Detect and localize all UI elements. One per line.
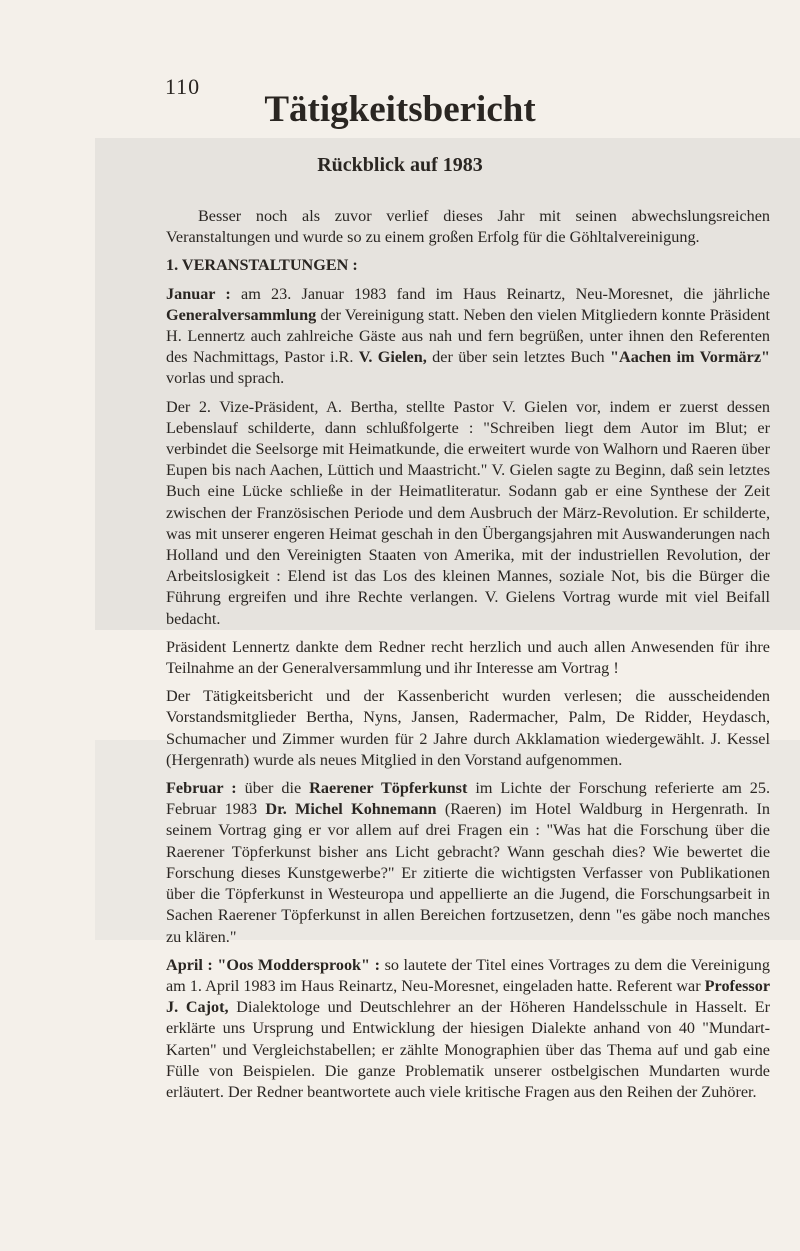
januar-paragraph [166,284,770,390]
januar-bold-3: "Aachen im Vormärz" [610,348,770,367]
januar-text-2: der Vereinigung statt. Neben den vielen Mitgliedern konnte Präsident H. Lennertz auch zahlreiche Gäste aus nah und fern begrüßen, unter ihnen den Referenten des Nachmittags, Pastor i.R. [166,305,770,367]
januar-text-3: der über sein letztes Buch [426,348,611,367]
april-paragraph [166,955,770,1103]
april-bold-1: Professor J. Cajot, [166,976,770,1017]
vize-paragraph: Der 2. Vize-Präsident, A. Bertha, stellte Pastor V. Gielen vor, indem er zuerst dessen Lebenslauf schilderte, dann schlußfolgerte : "Schreiben liegt dem Autor im Blut; er verbindet die Seelsorge mit Heimatkunde, die erweitert wurde von Walhorn und Raeren über Eupen bis nach Aachen, Lüttich und Maastricht." V. Gielen sagte zu Beginn, daß sein letztes Buch eine Lücke schließe in der Heimatliteratur. Sodann gab er eine Synthese der Zeit zwischen der Französischen Periode und dem Ausbruch der März-Revolution. Er schilderte, was mit unserer engeren Heimat geschah in den Übergangsjahren mit Auswanderungen nach Holland und den Vereinigten Staaten von Amerika, mit der industriellen Revolution, der Arbeitslosigkeit : Elend ist das Los des kleinen Mannes, soziale Not, bis die Bürger die Führung ergreifen und ihre Rechte verlangen. V. Gielens Vortrag wurde mit viel Beifall bedacht. [166,397,770,628]
februar-text-2: im Lichte der Forschung referierte am 25. Februar 1983 [166,779,771,819]
januar-bold-2: V. Gielen, [358,348,427,367]
praesident-paragraph: Präsident Lennertz dankte dem Redner recht herzlich und auch allen Anwesenden für ihre Teilnahme an der Generalversammlung und ihr Interesse am Vortrag ! [166,637,770,678]
februar-paragraph [166,778,770,948]
februar-bold-2: Dr. Michel Kohnemann [265,800,437,819]
januar-bold-1: Generalversammlung [166,305,317,324]
januar-text-1: am 23. Januar 1983 fand im Haus Reinartz, Neu-Moresnet, die jährliche [230,284,770,303]
page-number: 110 [165,74,201,99]
page-subtitle: Rückblick auf 1983 [317,154,483,176]
section-heading: 1. VERANSTALTUNGEN : [166,256,358,275]
intro-paragraph: Besser noch als zuvor verlief dieses Jahr mit seinen abwechslungsreichen Veranstaltungen und wurde so zu einem großen Erfolg für die Göhltalvereinigung. [166,207,770,247]
februar-bold-1: Raerener Töpferkunst [309,779,468,798]
januar-text-4: vorlas und sprach. [166,369,285,388]
januar-label: Januar : [166,284,231,303]
april-label: April : "Oos Moddersprook" : [166,955,380,974]
april-text-2: Dialektologe und Deutschlehrer an der Höheren Handelsschule in Hasselt. Er erklärte uns Ursprung und Entwicklung der hiesigen Dialekte anhand von 40 "Mundart-Karten" und Vergleichstabellen; er zählte Monographien über das Thema auf und gab eine Fülle von Beispielen. Die ganze Problematik unserer ostbelgischen Mundarten wurde erläutert. Der Redner beantwortete auch viele kritische Fragen aus den Reihen der Zuhörer. [166,998,770,1101]
bericht-paragraph: Der Tätigkeitsbericht und der Kassenbericht wurden verlesen; die ausscheidenden Vorstandsmitglieder Bertha, Nyns, Jansen, Radermacher, Palm, De Ridder, Heydasch, Schumacher und Zimmer wurden für 2 Jahre durch Akklamation wiedergewählt. J. Kessel (Hergenrath) wurde als neues Mitglied in den Vorstand aufgenommen. [166,687,770,769]
april-text-1: so lautete der Titel eines Vortrages zu dem die Vereinigung am 1. April 1983 im Haus Reinartz, Neu-Moresnet, eingeladen hatte. Referent war [166,955,770,995]
februar-text-1: über die [236,779,310,798]
article-body [166,206,770,1110]
februar-text-3: (Raeren) im Hotel Waldburg in Hergenrath. In seinem Vortrag ging er vor allem auf drei Fragen ein : "Was hat die Forschung über die Raerener Töpferkunst bisher ans Licht gebracht? Wann geschah dies? Wie bewertet die Forschung dieses Kunstgewerbe?" Er zitierte die wichtigsten Verfasser von Publikationen über die Töpferkunst in Westeuropa und appellierte an die Jugend, die Forschungsarbeit in Sachen Raerener Töpferkunst in allen Bereichen fortzusetzen, denn "es gäbe noch manches zu klären." [166,800,771,946]
februar-label: Februar : [166,779,237,798]
page-title: Tätigkeitsbericht [264,89,536,130]
